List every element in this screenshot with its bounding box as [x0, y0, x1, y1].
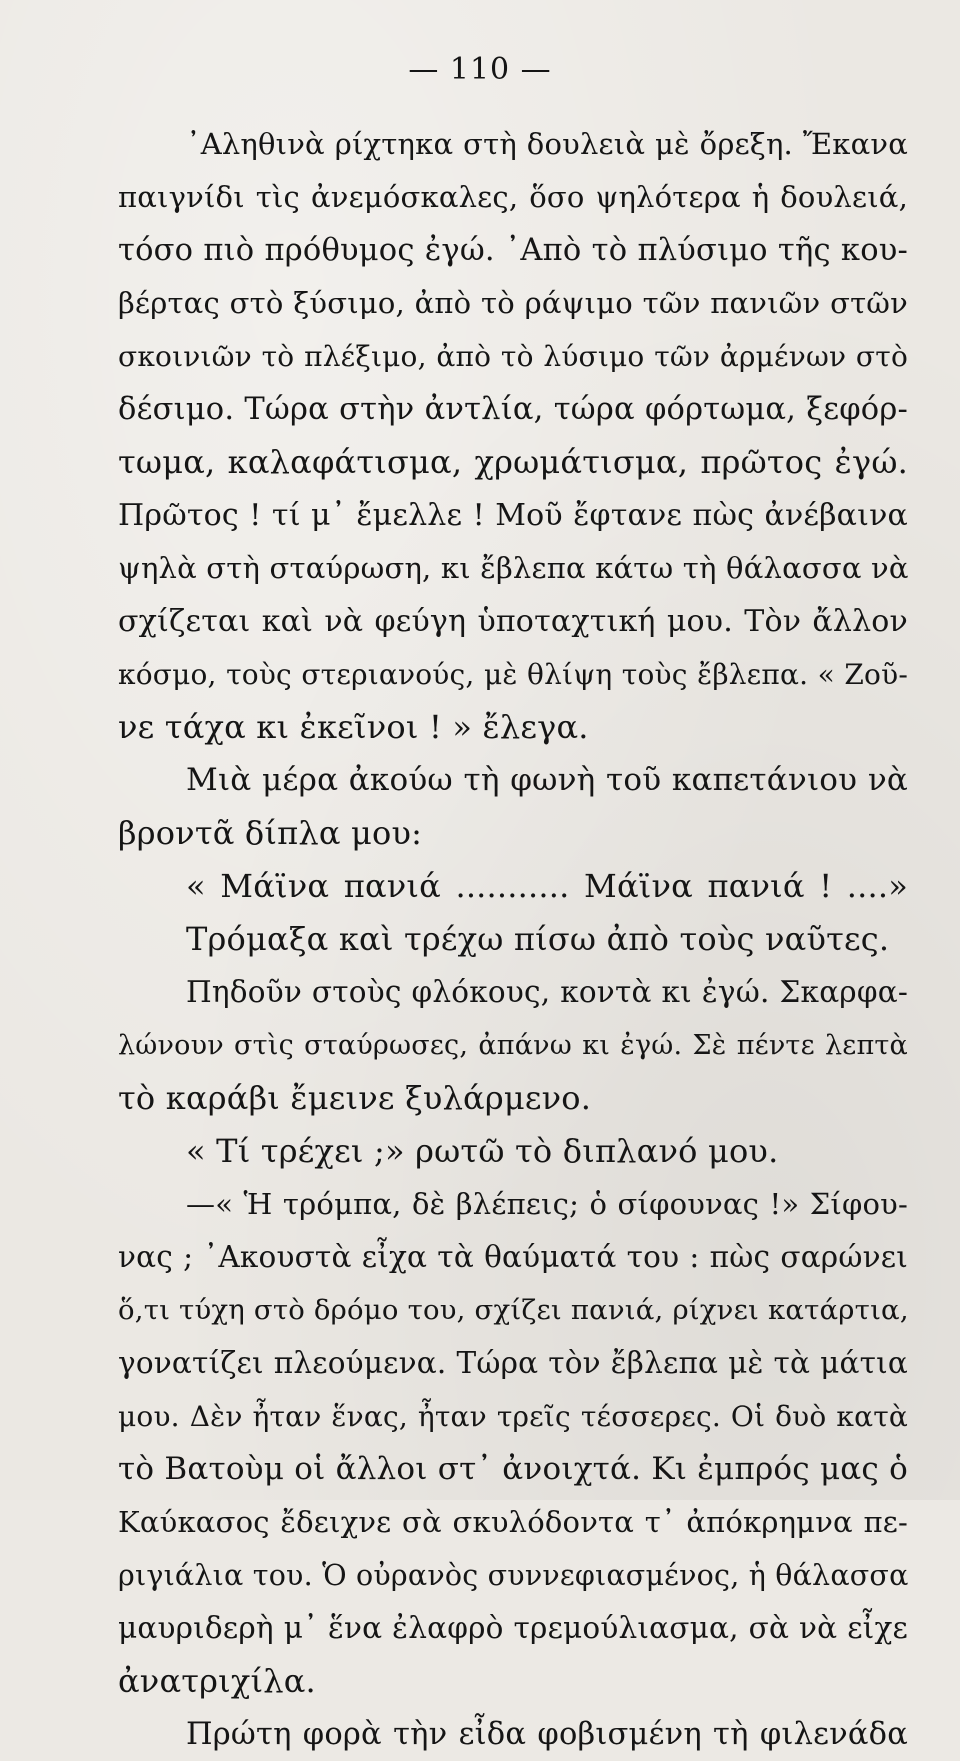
text-line: Πρῶτος ! τί μ᾿ ἔμελλε ! Μοῦ ἔφτανε πὼς ἀνέβαινα: [118, 498, 908, 533]
text-line: Πρώτη φορὰ τὴν εἶδα φοβισμένη τὴ φιλενάδα: [186, 1717, 908, 1752]
text-line: βέρτας στὸ ξύσιμο, ἀπὸ τὸ ράψιμο τῶν πανιῶν στῶν: [118, 286, 908, 320]
text-line: Καύκασος ἔδειχνε σὰ σκυλόδοντα τ᾿ ἀπόκρημνα πε-: [118, 1505, 908, 1539]
body-text: [118, 118, 908, 1761]
text-line: νας ; ᾿Ακουστὰ εἶχα τὰ θαύματά του : πὼς σαρώνει: [118, 1240, 908, 1274]
text-line: ἀνατριχίλα.: [118, 1662, 316, 1700]
text-line: δέσιμο. Τώρα στὴν ἀντλία, τώρα φόρτωμα, ξεφόρ-: [118, 392, 908, 427]
text-line: κόσμο, τοὺς στεριανούς, μὲ θλίψη τοὺς ἔβλεπα. « Ζοῦ-: [118, 658, 908, 691]
text-line: « Τί τρέχει ;» ρωτῶ τὸ διπλανό μου.: [186, 1132, 779, 1170]
text-line: ᾿Αληθινὰ ρίχτηκα στὴ δουλειὰ μὲ ὄρεξη. Ἔκανα: [186, 127, 908, 161]
text-line: τὸ καράβι ἔμεινε ξυλάρμενο.: [118, 1079, 592, 1117]
text-line: τὸ Βατοὺμ οἱ ἄλλοι στ᾿ ἀνοιχτά. Κι ἐμπρός μας ὁ: [118, 1451, 908, 1487]
text-line: —« Ἡ τρόμπα, δὲ βλέπεις; ὁ σίφουνας !» Σίφου-: [186, 1187, 908, 1221]
text-line: τωμα, καλαφάτισμα, χρωμάτισμα, πρῶτος ἐγώ.: [118, 443, 908, 481]
text-line: σχίζεται καὶ νὰ φεύγη ὑποταχτική μου. Τὸν ἄλλον: [118, 604, 908, 639]
text-line: Μιὰ μέρα ἀκούω τὴ φωνὴ τοῦ καπετάνιου νὰ: [186, 762, 908, 798]
text-line: μου. Δὲν ἦταν ἕνας, ἦταν τρεῖς τέσσερες. Οἱ δυὸ κατὰ: [118, 1400, 908, 1433]
page-number: — 110 —: [408, 52, 552, 87]
text-line: βροντᾶ δίπλα μου:: [118, 814, 423, 852]
text-line: Πηδοῦν στοὺς φλόκους, κοντὰ κι ἐγώ. Σκαρφα-: [186, 975, 908, 1009]
text-line: ὅ,τι τύχη στὸ δρόμο του, σχίζει πανιά, ρίχνει κατάρτια,: [118, 1294, 909, 1326]
text-line: γονατίζει πλεούμενα. Τώρα τὸν ἔβλεπα μὲ τὰ μάτια: [118, 1346, 908, 1380]
text-line: νε τάχα κι ἐκεῖνοι ! » ἔλεγα.: [118, 708, 589, 746]
text-line: ριγιάλια του. Ὁ οὐρανὸς συννεφιασμένος, ἡ θάλασσα: [118, 1559, 909, 1592]
text-line: μαυριδερὴ μ᾿ ἕνα ἐλαφρὸ τρεμούλιασμα, σὰ νὰ εἶχε: [118, 1611, 908, 1645]
text-line: Τρόμαξα καὶ τρέχω πίσω ἀπὸ τοὺς ναῦτες.: [186, 920, 890, 958]
text-line: λώνουν στὶς σταύρωσες, ἀπάνω κι ἐγώ. Σὲ πέντε λεπτὰ: [118, 1030, 908, 1061]
text-line: « Μάϊνα πανιά ........... Μάϊνα πανιά ! ....»: [186, 867, 908, 905]
text-line: τόσο πιὸ πρόθυμος ἐγώ. ᾿Απὸ τὸ πλύσιμο τῆς κου-: [118, 233, 908, 268]
text-line: παιγνίδι τὶς ἀνεμόσκαλες, ὅσο ψηλότερα ἡ δουλειά,: [118, 180, 908, 214]
text-line: σκοινιῶν τὸ πλέξιμο, ἀπὸ τὸ λύσιμο τῶν ἀρμένων στὸ: [118, 340, 908, 373]
text-line: ψηλὰ στὴ σταύρωση, κι ἔβλεπα κάτω τὴ θάλασσα νὰ: [118, 551, 909, 585]
